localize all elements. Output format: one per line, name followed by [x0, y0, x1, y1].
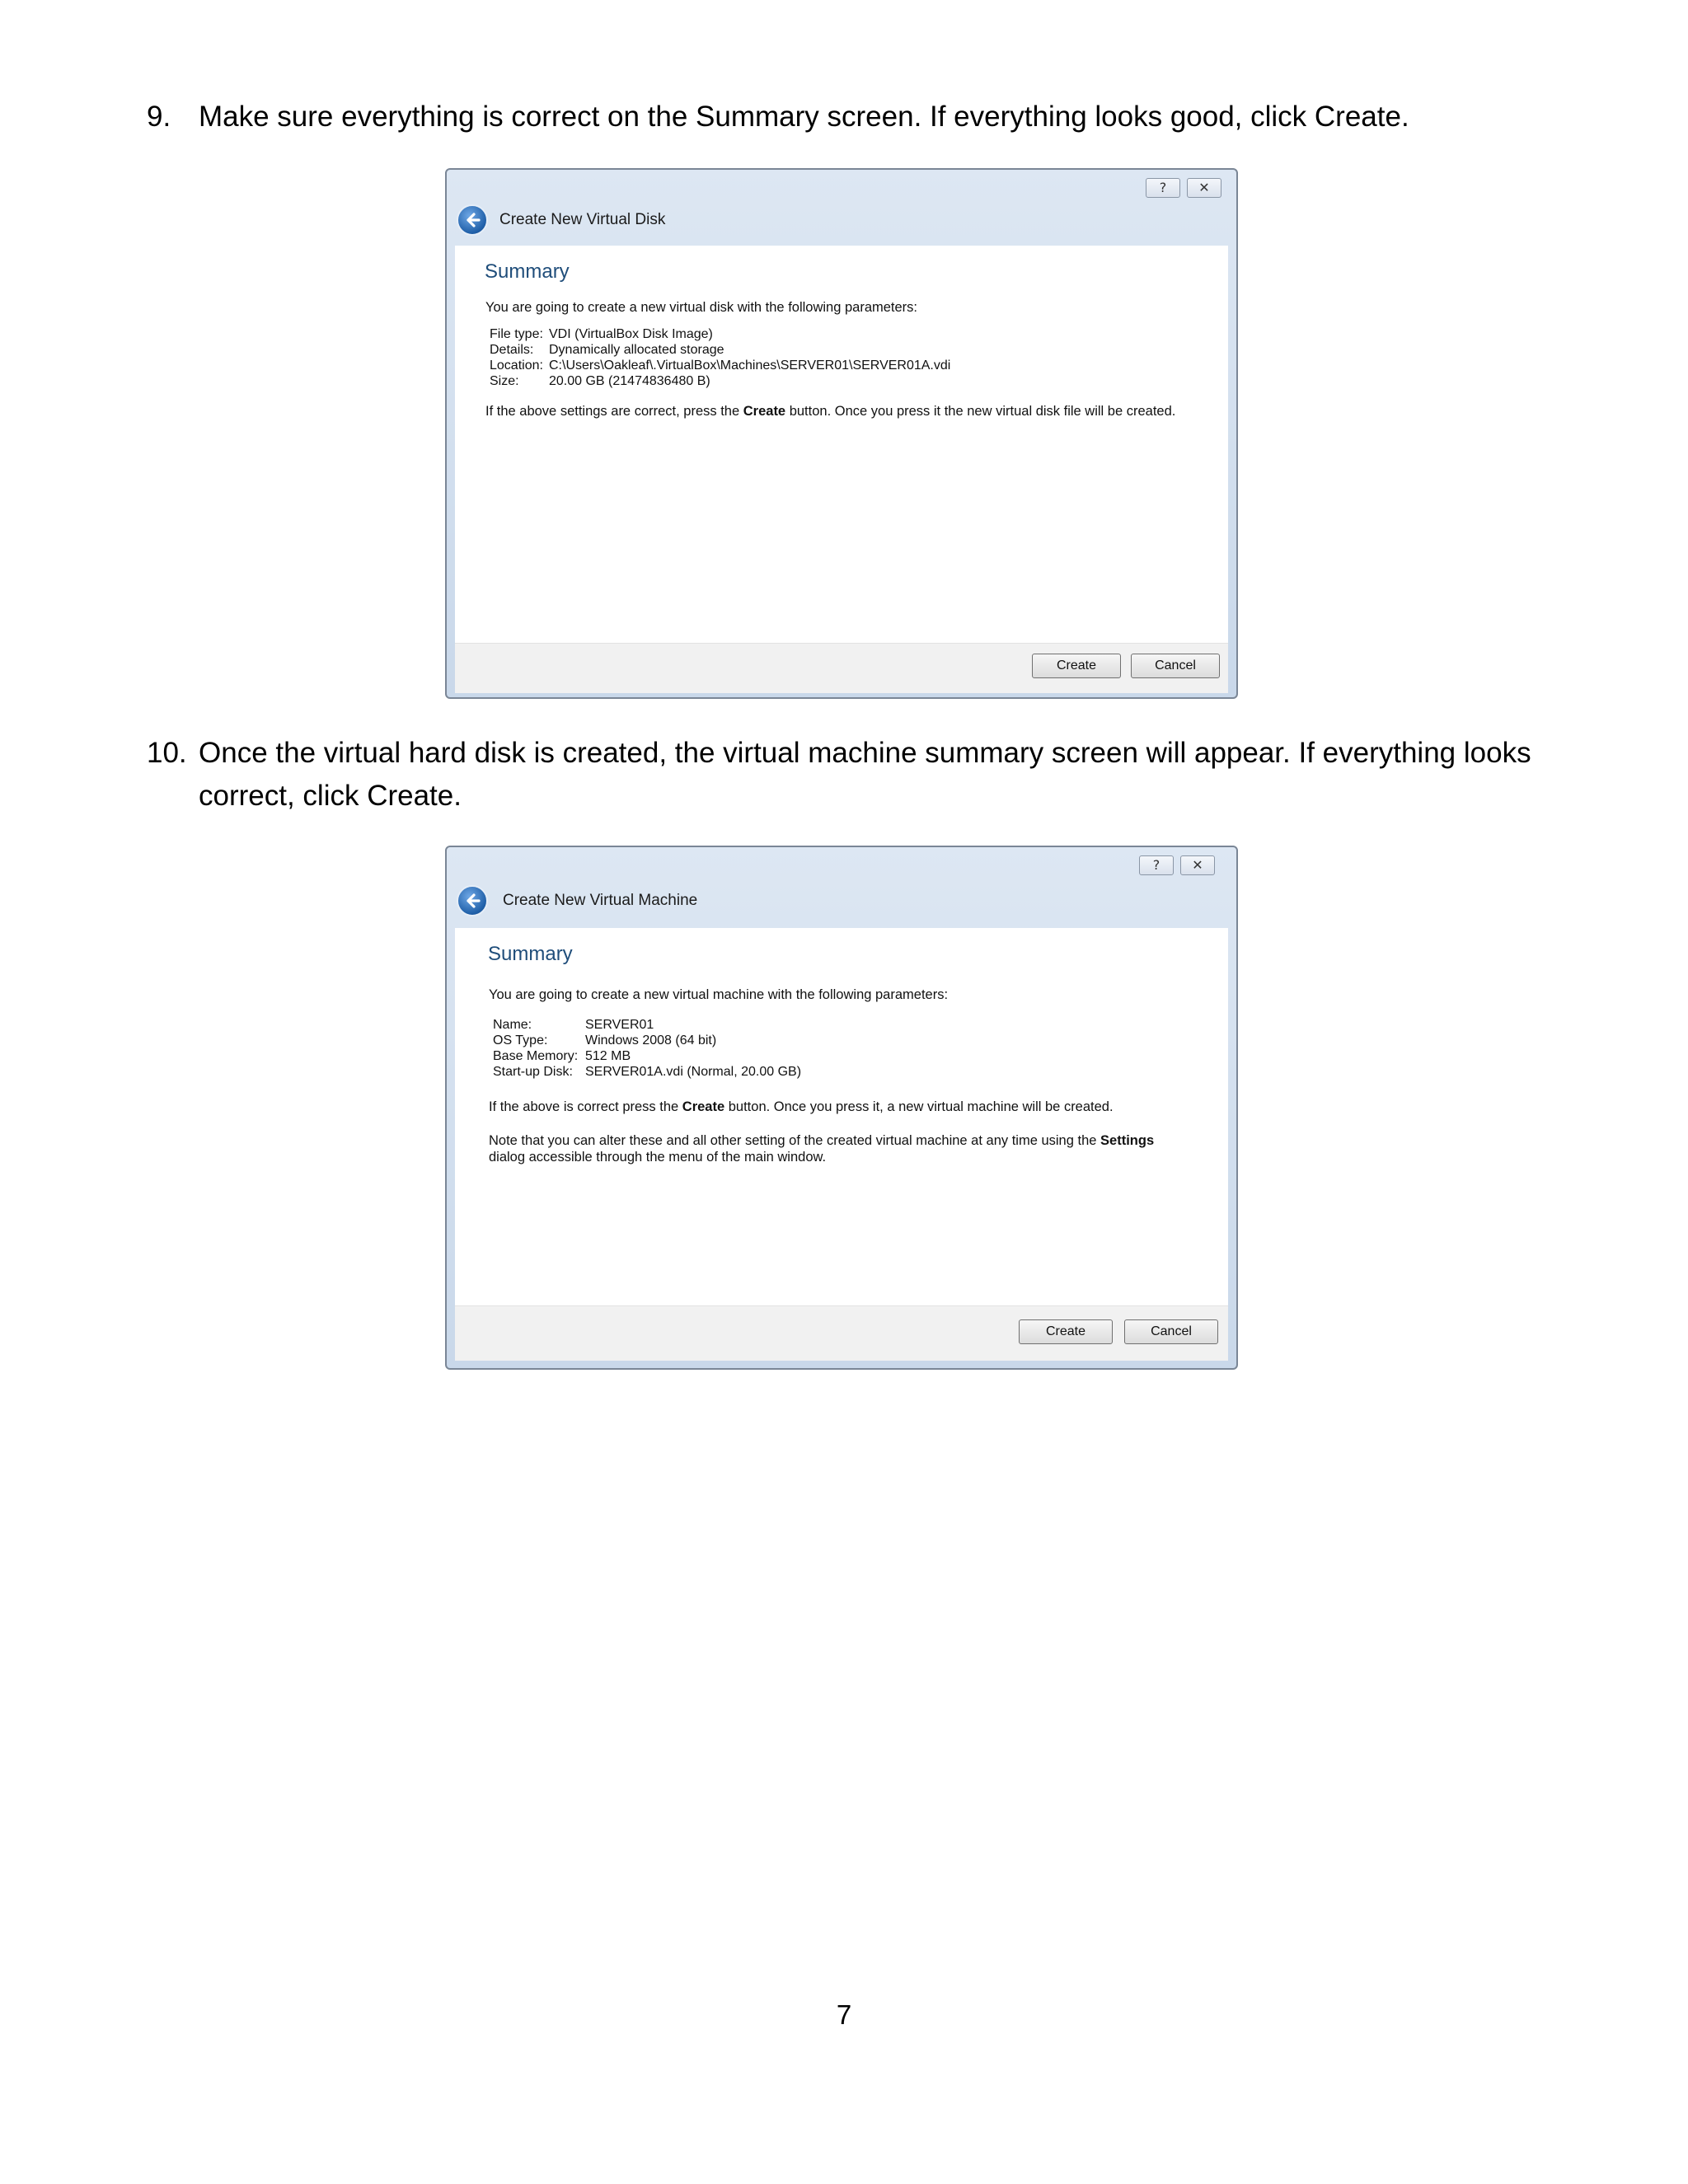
- intro-text: You are going to create a new virtual machine with the following parameters:: [489, 987, 949, 1002]
- note-text-end: dialog accessible through the menu of the main window.: [489, 1150, 827, 1165]
- parameter-value: Windows 2008 (64 bit): [585, 1033, 717, 1047]
- cancel-button[interactable]: Cancel: [1131, 654, 1220, 678]
- parameter-label: File type:: [490, 327, 543, 341]
- dialog-titlebar: [447, 847, 1236, 928]
- confirm-text: [485, 404, 1175, 419]
- parameter-row: [493, 1017, 801, 1033]
- create-button[interactable]: Create: [1032, 654, 1121, 678]
- step-text: Once the virtual hard disk is created, the virtual machine summary screen will appear. If everything looks correct, click Create.: [199, 737, 1531, 812]
- help-button[interactable]: ?: [1139, 855, 1174, 875]
- intro-text: You are going to create a new virtual disk with the following parameters:: [485, 300, 918, 315]
- instruction-step-10: [0, 732, 1688, 818]
- confirm-text-start: If the above settings are correct, press the: [485, 404, 743, 419]
- step-number: 9.: [147, 101, 171, 133]
- dialog-button-bar: [455, 643, 1228, 693]
- parameter-row: [490, 358, 950, 373]
- parameter-value: Dynamically allocated storage: [549, 343, 724, 357]
- create-keyword: Create: [682, 1099, 725, 1114]
- back-arrow-icon[interactable]: [457, 204, 488, 236]
- create-virtual-machine-dialog: [445, 846, 1238, 1370]
- dialog-content: [455, 246, 1228, 643]
- note-text-start: Note that you can alter these and all other setting of the created virtual machine at any time using the: [489, 1133, 1101, 1148]
- cancel-button[interactable]: Cancel: [1124, 1319, 1218, 1344]
- parameter-list: [493, 1017, 801, 1080]
- dialog-content: [455, 928, 1228, 1305]
- parameter-label: Start-up Disk:: [493, 1065, 573, 1079]
- parameter-label: Details:: [490, 343, 534, 357]
- create-keyword: Create: [743, 404, 786, 419]
- dialog-titlebar: [447, 170, 1236, 246]
- page-number: 7: [836, 1999, 852, 2030]
- parameter-row: [490, 342, 950, 358]
- step-number: 10.: [147, 737, 187, 769]
- parameter-value: 512 MB: [585, 1049, 631, 1063]
- parameter-value: 20.00 GB (21474836480 B): [549, 374, 710, 388]
- confirm-text-start: If the above is correct press the: [489, 1099, 682, 1114]
- close-button[interactable]: ✕: [1180, 855, 1215, 875]
- parameter-list: [490, 326, 950, 389]
- create-virtual-disk-dialog: [445, 168, 1238, 699]
- confirm-text-end: button. Once you press it the new virtual disk file will be created.: [785, 404, 1176, 419]
- note-text: [489, 1132, 1154, 1165]
- confirm-text: [489, 1099, 1114, 1115]
- parameter-label: Base Memory:: [493, 1049, 579, 1063]
- parameter-value: SERVER01: [585, 1018, 654, 1032]
- create-button[interactable]: Create: [1019, 1319, 1113, 1344]
- dialog-title: Create New Virtual Disk: [499, 211, 666, 228]
- close-button[interactable]: ✕: [1187, 178, 1221, 198]
- summary-heading: Summary: [485, 260, 570, 283]
- confirm-text-end: button. Once you press it, a new virtual machine will be created.: [724, 1099, 1114, 1114]
- settings-keyword: Settings: [1100, 1133, 1155, 1148]
- parameter-row: [493, 1064, 801, 1080]
- dialog-title: Create New Virtual Machine: [503, 892, 698, 909]
- parameter-row: [493, 1033, 801, 1048]
- parameter-row: [490, 373, 950, 389]
- parameter-value: VDI (VirtualBox Disk Image): [549, 327, 713, 341]
- parameter-row: [493, 1048, 801, 1064]
- parameter-row: [490, 326, 950, 342]
- parameter-label: OS Type:: [493, 1033, 548, 1047]
- parameter-label: Location:: [490, 359, 543, 373]
- instruction-step-9: [0, 96, 1688, 138]
- summary-heading: Summary: [488, 943, 573, 965]
- back-arrow-icon[interactable]: [457, 885, 488, 916]
- parameter-label: Name:: [493, 1018, 532, 1032]
- parameter-value: C:\Users\Oakleaf\.VirtualBox\Machines\SERVER01\SERVER01A.vdi: [549, 359, 951, 373]
- help-button[interactable]: ?: [1146, 178, 1180, 198]
- parameter-value: SERVER01A.vdi (Normal, 20.00 GB): [585, 1065, 802, 1079]
- step-text: Make sure everything is correct on the Summary screen. If everything looks good, click Create.: [199, 101, 1409, 133]
- parameter-label: Size:: [490, 374, 519, 388]
- dialog-button-bar: [455, 1305, 1228, 1361]
